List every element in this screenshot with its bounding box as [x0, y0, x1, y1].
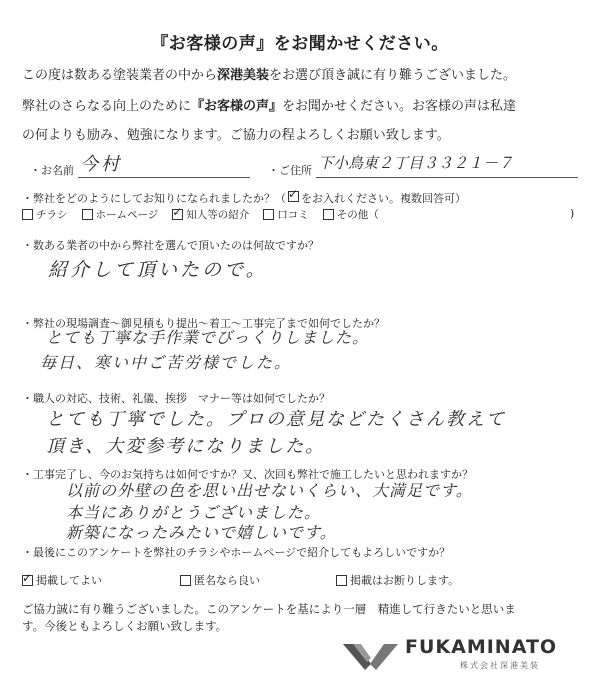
option-word-of-mouth[interactable]	[263, 207, 309, 222]
option-homepage[interactable]	[82, 207, 159, 222]
q3-answer-2[interactable]: 毎日、寒い中ご苦労様でした。	[40, 353, 293, 372]
q1-note: をお入れください。複数回答可）	[301, 192, 466, 205]
checkbox[interactable]	[180, 575, 191, 586]
option-label: 匿名なら良い	[194, 574, 260, 587]
intro-text: をお選び頂き誠に有り難うございました。	[269, 68, 517, 83]
closing-line-2: す。今後ともよろしくお願い致します。	[22, 619, 228, 633]
address-value[interactable]: 下小鳥東２丁目３３２１－７	[318, 154, 514, 172]
q1-text	[22, 190, 466, 206]
q6-text: ・最後にこのアンケートを弊社のチラシやホームページで紹介してもよろしいですか？	[22, 546, 451, 559]
intro-line-3: の何よりも励み、勉強になります。ご協力の程よろしくお願い致します。	[22, 128, 450, 143]
address-underline	[316, 177, 578, 178]
q5-text: ・工事完了し、今のお気持ちは如何ですか？又、次回も弊社で施工したいと思われますか？	[22, 468, 473, 481]
intro-text: をお聞かせください。お客様の声は私達	[282, 99, 517, 114]
q2-text: ・数ある業者の中から弊社を選んで頂いたのは何故ですか？	[22, 239, 319, 252]
option-label: 掲載してよい	[36, 574, 102, 587]
name-underline	[78, 177, 250, 178]
q2-answer[interactable]: 紹介して頂いたので。	[48, 259, 268, 281]
closing-line-1: ご協力誠に有り難うございました。このアンケートを基により一層 精進して行きたいと思いま	[22, 602, 516, 616]
option-anonymous-ok[interactable]	[180, 572, 260, 588]
option-label: ホームページ	[95, 209, 159, 221]
intro-line-1	[22, 64, 516, 83]
q1-options	[22, 207, 379, 222]
option-decline[interactable]	[336, 572, 459, 588]
intro-text: 弊社のさらなる向上のために	[22, 99, 192, 114]
checkbox-checked[interactable]	[172, 209, 183, 220]
intro-emphasis: 『お客様の声』	[191, 99, 283, 114]
q5-answer-2[interactable]: 本当にありがとうございました。	[66, 503, 322, 522]
checkbox[interactable]	[82, 209, 93, 220]
option-label: その他（	[336, 209, 379, 221]
q4-answer-2[interactable]: 頂き、大変参考になりました。	[46, 436, 326, 457]
option-referral[interactable]	[172, 207, 249, 222]
company-logo-subtitle: 株式会社深港美装	[460, 661, 540, 670]
form-title: 『お客様の声』をお聞かせください。	[151, 34, 449, 54]
company-logo-name: FUKAMINATO	[405, 636, 558, 658]
name-label: ・お名前	[30, 164, 74, 177]
checkbox[interactable]	[336, 575, 347, 586]
q5-answer-1[interactable]: 以前の外壁の色を思い出せないくらい、大満足です。	[66, 481, 473, 500]
q3-text: ・弊社の現場調査～御見積もり提出～着工～工事完了まで如何でしたか？	[22, 317, 385, 330]
q3-answer-1[interactable]: とても丁寧な手作業でびっくりしました。	[46, 328, 370, 347]
address-label: ・ご住所	[268, 164, 312, 177]
option-label: 口コミ	[277, 209, 309, 221]
intro-line-2	[22, 95, 516, 114]
check-mark-sample	[288, 191, 299, 202]
option-publish-ok[interactable]	[22, 572, 102, 588]
brand-name: 深港美装	[217, 68, 270, 83]
option-label: 掲載はお断りします。	[350, 574, 460, 587]
option-label: 知人等の紹介	[186, 209, 250, 221]
checkbox[interactable]	[323, 209, 334, 220]
option-label: チラシ	[36, 209, 68, 221]
checkbox[interactable]	[22, 209, 33, 220]
name-value[interactable]: 今村	[80, 154, 122, 175]
q1-question: ・弊社をどのようにしてお知りになられましたか？（	[22, 192, 286, 205]
checkbox-checked[interactable]	[22, 575, 33, 586]
company-logo-mark-icon	[343, 642, 398, 672]
other-close-paren: )	[570, 207, 575, 220]
option-flyer[interactable]	[22, 207, 68, 222]
option-other[interactable]	[323, 207, 379, 222]
checkbox[interactable]	[263, 209, 274, 220]
q5-answer-3[interactable]: 新築になったみたいで嬉しいです。	[66, 523, 337, 542]
intro-text: この度は数ある塗装業者の中から	[22, 68, 218, 83]
q4-text: ・職人の対応、技術、礼儀、挨拶 マナー等は如何でしたか？	[22, 392, 330, 405]
q4-answer-1[interactable]: とても丁寧でした。プロの意見などたくさん教えて	[46, 409, 506, 430]
